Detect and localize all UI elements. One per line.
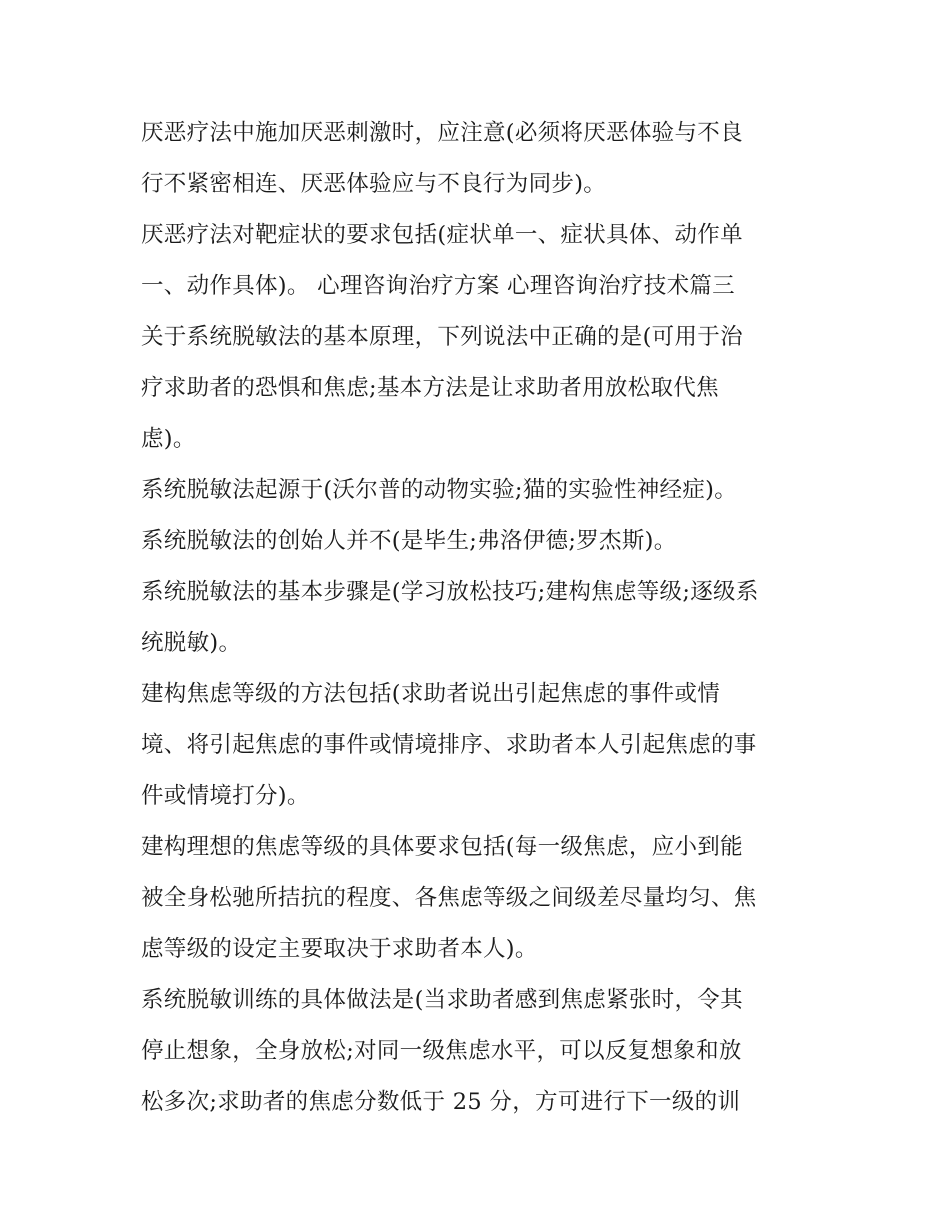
text-line: 虑)。	[141, 426, 196, 452]
text-line: 建构焦虑等级的方法包括(求助者说出引起焦虑的事件或情	[141, 681, 721, 707]
text-line: 虑等级的设定主要取决于求助者本人)。	[141, 936, 538, 962]
text-line: 一、动作具体)。 心理咨询治疗方案 心理咨询治疗技术篇三	[141, 273, 735, 299]
text-line: 系统脱敏训练的具体做法是(当求助者感到焦虑紧张时，令其	[141, 987, 743, 1013]
text-line: 疗求助者的恐惧和焦虑;基本方法是让求助者用放松取代焦	[141, 375, 719, 401]
text-line: 厌恶疗法中施加厌恶刺激时，应注意(必须将厌恶体验与不良	[141, 120, 743, 146]
text-line: 系统脱敏法的基本步骤是(学习放松技巧;建构焦虑等级;逐级系	[141, 579, 759, 605]
text-line: 松多次;求助者的焦虑分数低于 25 分，方可进行下一级的训	[141, 1089, 741, 1115]
document-body	[141, 108, 821, 1128]
text-line: 关于系统脱敏法的基本原理，下列说法中正确的是(可用于治	[141, 324, 743, 350]
text-line: 系统脱敏法的创始人并不(是毕生;弗洛伊德;罗杰斯)。	[141, 528, 677, 554]
text-line: 统脱敏)。	[141, 630, 242, 656]
text-line: 系统脱敏法起源于(沃尔普的动物实验;猫的实验性神经症)。	[141, 477, 738, 503]
text-line: 行不紧密相连、厌恶体验应与不良行为同步)。	[141, 171, 607, 197]
text-line: 停止想象，全身放松;对同一级焦虑水平，可以反复想象和放	[141, 1038, 742, 1064]
text-line: 境、将引起焦虑的事件或情境排序、求助者本人引起焦虑的事	[141, 732, 757, 758]
text-line: 建构理想的焦虑等级的具体要求包括(每一级焦虑，应小到能	[141, 834, 743, 860]
text-line: 件或情境打分)。	[141, 783, 310, 809]
text-line: 被全身松驰所拮抗的程度、各焦虑等级之间级差尽量均匀、焦	[141, 885, 757, 911]
text-line: 厌恶疗法对靶症状的要求包括(症状单一、症状具体、动作单	[141, 222, 743, 248]
